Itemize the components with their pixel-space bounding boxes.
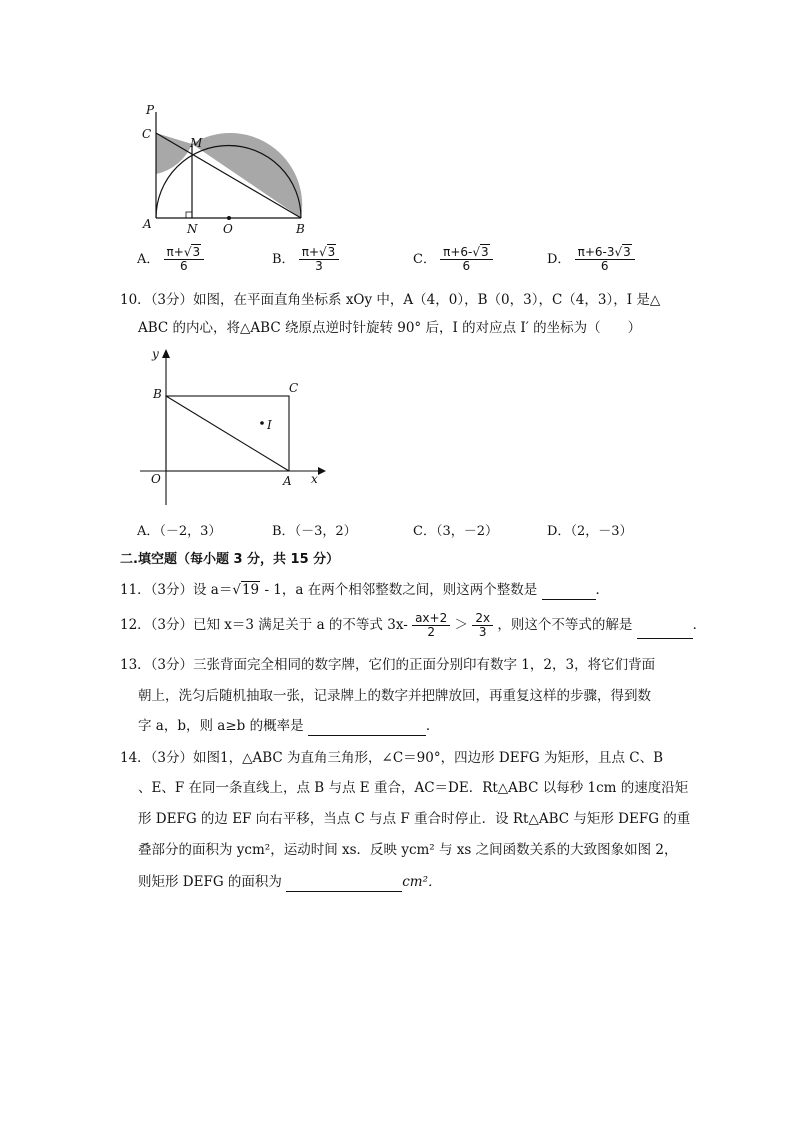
label-a: A [283,474,292,488]
q9-option-b-fraction: $\frac{\pi+√3}{3}$ [299,246,340,273]
label-n: N [187,222,198,236]
q12-fraction-1: $\frac{ax+2}{2}$ [412,612,450,639]
q14-text-line3: 形 DEFG 的边 EF 向右平移，当点 C 与点 F 重合时停止．设 Rt△ABC 与矩形 DEFG 的重 [138,811,691,827]
q10-option-a: A．（－2，3） [137,524,222,539]
q14-text-line5: 则矩形 DEFG 的面积为 cm²． [138,874,442,890]
label-b: B [153,387,162,401]
q11-answer-blank[interactable] [542,585,596,600]
q11-text: 11．（3分）设 a＝√19 - 1，a 在两个相邻整数之间，则这两个整数是 ． [120,582,610,598]
label-c: C [289,381,299,395]
q9-option-d: D． $\frac{\pi+6-3√3}{6}$ [547,246,635,273]
q9-option-d-fraction: $\frac{\pi+6-3√3}{6}$ [575,246,635,273]
q10-text-line1: 10．（3分）如图，在平面直角坐标系 xOy 中，A（4，0），B（0，3），C（4，3），I 是△ [120,292,661,308]
shaded-region-upper [156,133,192,174]
q12-fraction-2: $\frac{2x}{3}$ [472,612,493,639]
q10-option-c: C．（3，－2） [413,524,498,539]
x-axis-arrow [318,467,326,475]
q9-option-c-fraction: $\frac{\pi+6-√3}{6}$ [440,246,493,273]
q13-text-line3: 字 a，b，则 a≥b 的概率是 ． [138,718,440,734]
q13-text-line1: 13．（3分）三张背面完全相同的数字牌，它们的正面分别印有数字 1，2，3，将它们背面 [120,657,656,673]
q9-option-b: B． $\frac{\pi+√3}{3}$ [272,246,339,273]
label-c: C [142,127,152,141]
q9-figure [130,98,320,238]
center-dot [227,216,231,220]
q14-answer-blank[interactable] [286,877,402,892]
segment-ba [166,396,289,471]
q10-option-d: D．（2，－3） [547,524,633,539]
q9-option-a: A． $\frac{\pi+√3}{6}$ [137,246,204,273]
q10-option-b: B．（－3，2） [272,524,357,539]
q10-figure [140,340,330,510]
label-i: I [267,418,272,432]
section-heading: 二.填空题（每小题 3 分，共 15 分） [120,552,340,567]
shaded-region-lower [192,133,302,218]
q14-text-line2: 、E、F 在同一条直线上，点 B 与点 E 重合，AC＝DE．Rt△ABC 以每秒 1cm 的速度沿矩 [138,780,689,796]
q12-answer-blank[interactable] [637,624,693,639]
label-x: x [311,472,318,486]
q10-text-line2: ABC 的内心，将△ABC 绕原点逆时针旋转 90° 后，I 的对应点 I′ 的坐标为（ ） [138,320,642,336]
label-a: A [143,217,152,231]
q9-option-c: C． $\frac{\pi+6-√3}{6}$ [413,246,493,273]
q14-text-line1: 14．（3分）如图1，△ABC 为直角三角形，∠C＝90°，四边形 DEFG 为矩形，且点 C、B [120,750,664,766]
label-b: B [296,222,305,236]
q13-answer-blank[interactable] [308,721,426,736]
label-o: O [223,222,233,236]
q14-text-line4: 叠部分的面积为 ycm²，运动时间 xs．反映 ycm² 与 xs 之间函数关系的大致图象如图 2， [138,842,678,858]
y-axis-arrow [162,349,170,358]
q13-text-line2: 朝上，洗匀后随机抽取一张，记录牌上的数字并把牌放回，再重复这样的步骤，得到数 [138,688,651,704]
right-angle-mark [186,212,192,218]
incenter-dot [260,421,264,425]
q12-text: 12．（3分）已知 x＝3 满足关于 a 的不等式 3x- $\frac{ax+2}{2}$ ＞ $\frac{2x}{3}$ ，则这个不等式的解是 ． [120,611,707,639]
label-y: y [152,347,159,361]
q9-option-a-fraction: $\frac{\pi+√3}{6}$ [164,246,205,273]
label-m: M [190,136,203,150]
label-p: P [146,103,155,117]
label-o: O [151,472,161,486]
